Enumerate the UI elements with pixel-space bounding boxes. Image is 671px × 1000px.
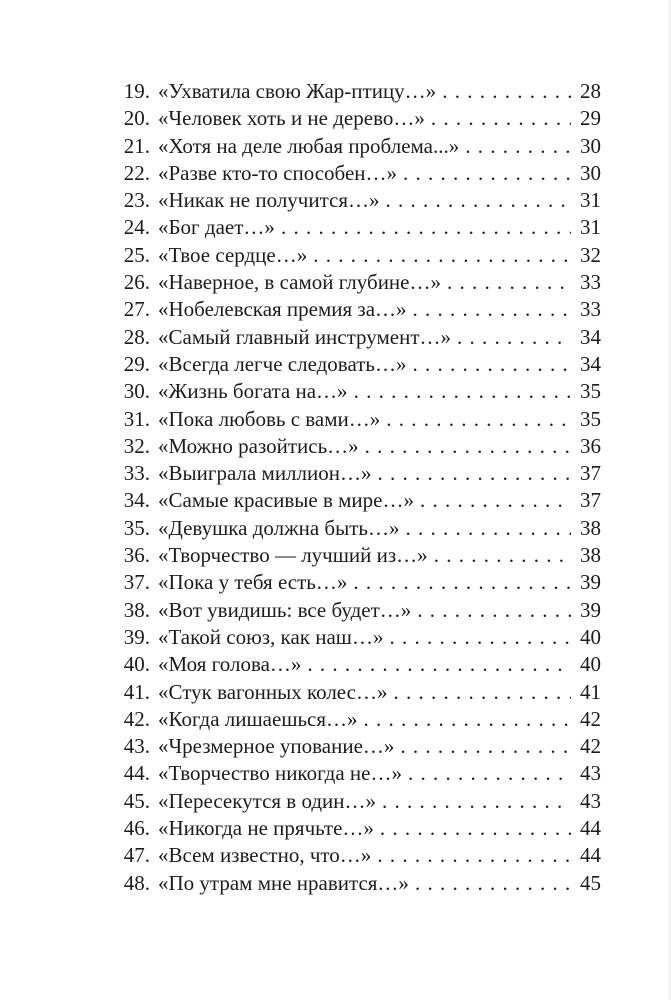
toc-entry-title: «Наверное, в самой глубине…» (158, 270, 441, 295)
toc-entry (112, 624, 601, 651)
toc-entry (112, 214, 601, 241)
toc-entry-number: 26. (123, 270, 150, 295)
toc-entry-title: «Всем известно, что…» (158, 843, 372, 868)
toc-entry-page: 39 (580, 597, 601, 622)
dot-leader-icon (353, 569, 571, 596)
toc-entry-number: 30. (123, 379, 150, 404)
toc-entry-number: 42. (123, 706, 150, 731)
dot-leader-icon (393, 679, 571, 706)
toc-entry (112, 324, 601, 351)
toc-entry-page: 38 (580, 543, 601, 568)
dot-leader-icon (434, 542, 571, 569)
toc-entry (112, 296, 601, 323)
toc-entry (112, 133, 601, 160)
dot-leader-icon (380, 815, 571, 842)
toc-entry (112, 378, 601, 405)
toc-entry-page: 45 (580, 870, 601, 895)
toc-entry-page: 37 (580, 488, 601, 513)
dot-leader-icon (447, 269, 571, 296)
toc-entry-page: 30 (580, 160, 601, 185)
toc-entry (112, 242, 601, 269)
toc-entry-title: «Девушка должна быть…» (158, 515, 400, 540)
toc-entry (112, 569, 601, 596)
toc-entry-number: 21. (123, 133, 150, 158)
toc-entry-page: 33 (580, 297, 601, 322)
toc-entry (112, 460, 601, 487)
toc-entry-title: «Нобелевская премия за…» (158, 297, 407, 322)
toc-entry-title: «Всегда легче следовать…» (158, 351, 407, 376)
toc-entry-page: 35 (580, 406, 601, 431)
dot-leader-icon (389, 624, 571, 651)
toc-entry-number: 47. (123, 843, 150, 868)
toc-entry-page: 29 (580, 106, 601, 131)
dot-leader-icon (403, 160, 571, 187)
toc-entry-number: 39. (123, 624, 150, 649)
toc-entry-number: 48. (123, 870, 150, 895)
toc-entry (112, 515, 601, 542)
toc-entry-title: «Чрезмерное упование…» (158, 734, 395, 759)
toc-entry-page: 39 (580, 570, 601, 595)
toc-entry (112, 733, 601, 760)
toc-entry-number: 38. (123, 597, 150, 622)
toc-entry (112, 269, 601, 296)
dot-leader-icon (457, 324, 571, 351)
toc-entry-title: «Пока у тебя есть…» (158, 570, 348, 595)
dot-leader-icon (281, 214, 571, 241)
dot-leader-icon (408, 760, 571, 787)
dot-leader-icon (417, 597, 571, 624)
dot-leader-icon (400, 733, 571, 760)
dot-leader-icon (378, 460, 572, 487)
toc-entry-page: 40 (580, 624, 601, 649)
toc-entry-number: 19. (123, 79, 150, 103)
toc-entry-title: «Выиграла миллион…» (158, 461, 372, 486)
dot-leader-icon (431, 105, 571, 132)
toc-entry-title: «Пока любовь с вами…» (158, 406, 381, 431)
toc-entry (112, 760, 601, 787)
toc-entry-number: 45. (123, 788, 150, 813)
toc-list (112, 78, 601, 897)
toc-entry-page: 33 (580, 270, 601, 295)
toc-entry-number: 20. (123, 106, 150, 131)
toc-entry-page: 32 (580, 242, 601, 267)
toc-entry-page: 42 (580, 734, 601, 759)
toc-entry-title: «Ухватила свою Жар-птицу…» (158, 79, 437, 103)
toc-entry (112, 651, 601, 678)
toc-entry-page: 36 (580, 433, 601, 458)
toc-entry-page: 34 (580, 324, 601, 349)
toc-entry-number: 24. (123, 215, 150, 240)
toc-entry (112, 706, 601, 733)
toc-entry (112, 487, 601, 514)
toc-entry-number: 28. (123, 324, 150, 349)
toc-entry (112, 406, 601, 433)
toc-entry-page: 31 (580, 188, 601, 213)
toc-entry (112, 788, 601, 815)
dot-leader-icon (413, 296, 571, 323)
toc-entry-title: «Творчество — лучший из…» (158, 543, 428, 568)
toc-entry-number: 32. (123, 433, 150, 458)
toc-entry-title: «Когда лишаешься…» (158, 706, 358, 731)
toc-entry (112, 870, 601, 897)
toc-entry-number: 34. (123, 488, 150, 513)
toc-entry-title: «Можно разойтись…» (158, 433, 359, 458)
toc-entry-title: «Хотя на деле любая проблема...» (158, 133, 460, 158)
dot-leader-icon (377, 842, 571, 869)
toc-entry-title: «По утрам мне нравится…» (158, 870, 409, 895)
toc-entry-number: 37. (123, 570, 150, 595)
toc-entry (112, 597, 601, 624)
toc-entry (112, 351, 601, 378)
dot-leader-icon (442, 78, 571, 105)
toc-entry-number: 36. (123, 543, 150, 568)
toc-entry-page: 35 (580, 379, 601, 404)
toc-entry-title: «Человек хоть и не дерево…» (158, 106, 425, 131)
toc-entry-number: 44. (123, 761, 150, 786)
toc-entry (112, 842, 601, 869)
toc-entry-title: «Самый главный инструмент…» (158, 324, 452, 349)
dot-leader-icon (307, 651, 571, 678)
toc-entry-number: 40. (123, 652, 150, 677)
dot-leader-icon (365, 433, 571, 460)
toc-entry-page: 34 (580, 351, 601, 376)
toc-entry-page: 28 (580, 79, 601, 103)
toc-entry-number: 46. (123, 816, 150, 841)
toc-entry-number: 31. (123, 406, 150, 431)
toc-entry-title: «Моя голова…» (158, 652, 302, 677)
dot-leader-icon (386, 406, 571, 433)
toc-entry-number: 41. (123, 679, 150, 704)
toc-entry (112, 542, 601, 569)
toc-entry-number: 23. (123, 188, 150, 213)
toc-entry-page: 43 (580, 761, 601, 786)
toc-entry-title: «Жизнь богата на…» (158, 379, 348, 404)
toc-entry-title: «Вот увидишь: все будет…» (158, 597, 412, 622)
dot-leader-icon (412, 351, 571, 378)
dot-leader-icon (313, 242, 571, 269)
toc-entry-number: 29. (123, 351, 150, 376)
toc-entry-page: 30 (580, 133, 601, 158)
toc-entry-number: 22. (123, 160, 150, 185)
toc-entry-title: «Такой союз, как наш…» (158, 624, 384, 649)
toc-entry (112, 187, 601, 214)
toc-entry-page: 44 (580, 816, 601, 841)
toc-entry-page: 31 (580, 215, 601, 240)
toc-entry-page: 44 (580, 843, 601, 868)
toc-entry-number: 33. (123, 461, 150, 486)
dot-leader-icon (364, 706, 571, 733)
toc-entry-title: «Творчество никогда не…» (158, 761, 402, 786)
toc-entry-title: «Стук вагонных колес…» (158, 679, 388, 704)
toc-entry-title: «Разве кто-то способен…» (158, 160, 397, 185)
toc-entry (112, 105, 601, 132)
toc-entry-page: 38 (580, 515, 601, 540)
toc-entry (112, 679, 601, 706)
toc-entry-number: 27. (123, 297, 150, 322)
dot-leader-icon (465, 133, 571, 160)
toc-entry-title: «Бог дает…» (158, 215, 275, 240)
dot-leader-icon (405, 515, 571, 542)
dot-leader-icon (354, 378, 571, 405)
dot-leader-icon (382, 788, 571, 815)
toc-entry-title: «Пересекутся в один…» (158, 788, 377, 813)
toc-entry-number: 35. (123, 515, 150, 540)
toc-entry-page: 40 (580, 652, 601, 677)
dot-leader-icon (420, 487, 571, 514)
toc-entry-title: «Никогда не прячьте…» (158, 816, 374, 841)
toc-entry (112, 815, 601, 842)
toc-entry-number: 25. (123, 242, 150, 267)
toc-entry (112, 160, 601, 187)
dot-leader-icon (386, 187, 571, 214)
toc-entry (112, 78, 601, 105)
dot-leader-icon (415, 870, 571, 897)
toc-entry-number: 43. (123, 734, 150, 759)
toc-entry-title: «Твое сердце…» (158, 242, 308, 267)
toc-entry-title: «Самые красивые в мире…» (158, 488, 414, 513)
toc-entry-page: 41 (580, 679, 601, 704)
toc-entry-page: 37 (580, 461, 601, 486)
toc-entry (112, 433, 601, 460)
toc-entry-page: 43 (580, 788, 601, 813)
toc-entry-title: «Никак не получится…» (158, 188, 380, 213)
toc-entry-page: 42 (580, 706, 601, 731)
